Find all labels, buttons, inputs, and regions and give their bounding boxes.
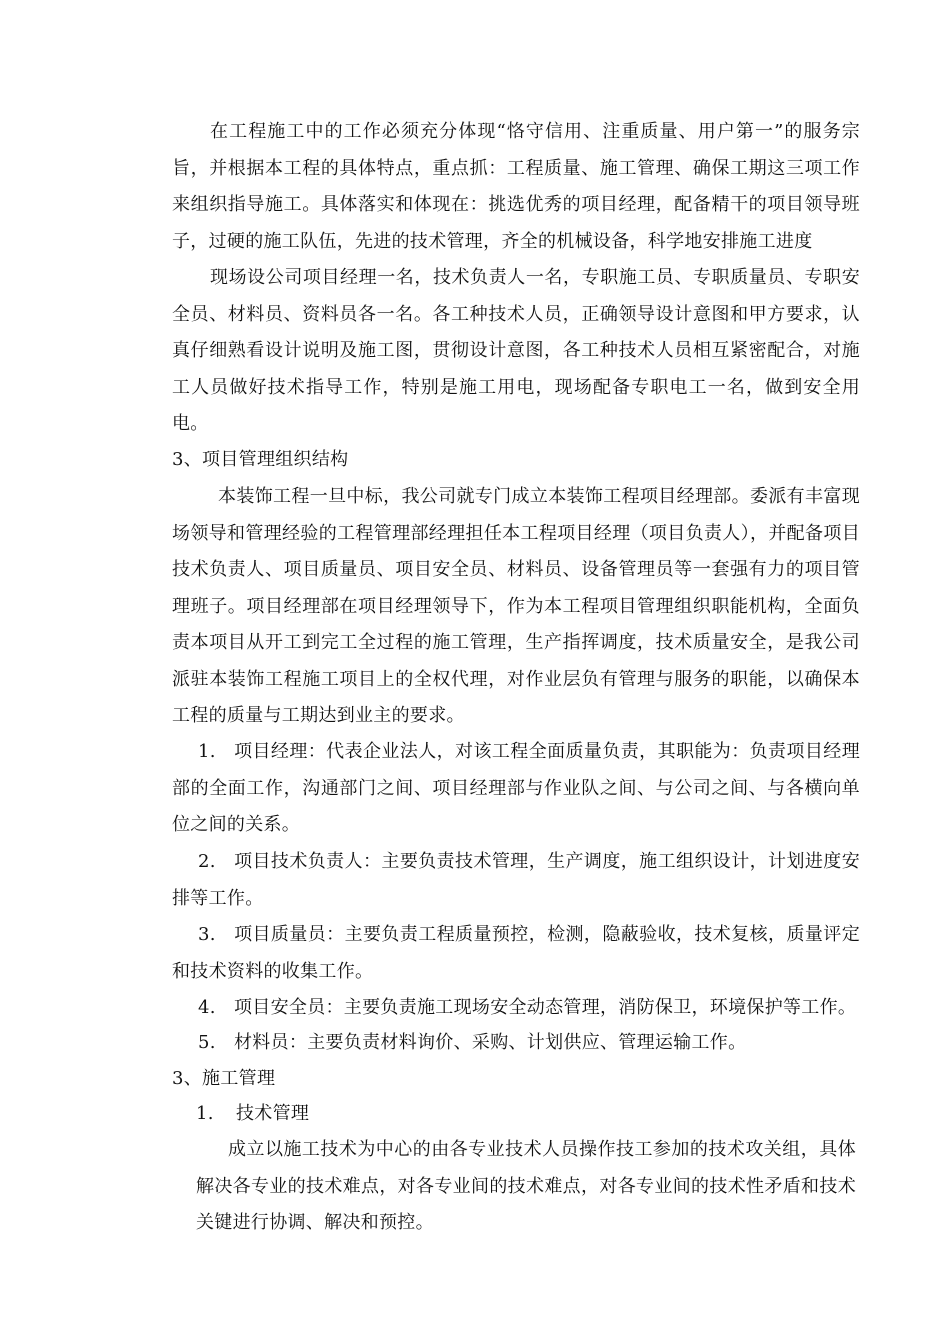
- list-item-safety-officer: [172, 990, 860, 1027]
- subheading-text: 技术管理: [236, 1103, 310, 1124]
- list-item-material-officer: [172, 1025, 860, 1062]
- heading-project-organization: 3、项目管理组织结构: [172, 449, 349, 470]
- list-item-text: 项目安全员：主要负责施工现场安全动态管理，消防保卫，环境保护等工作。: [234, 997, 857, 1018]
- list-item-text: 材料员：主要负责材料询价、采购、计划供应、管理运输工作。: [234, 1032, 747, 1053]
- list-item-number: 3.: [198, 924, 216, 945]
- list-item-text: 项目质量员：主要负责工程质量预控，检测，隐蔽验收，技术复核，质量评定和技术资料的收集工作。: [172, 924, 860, 982]
- list-item-number: 5.: [198, 1032, 216, 1053]
- paragraph-project-department: 本装饰工程一旦中标，我公司就专门成立本装饰工程项目经理部。委派有丰富现场领导和管理经验的工程管理部经理担任本工程项目经理（项目负责人），并配备项目技术负责人、项目质量员、项目安全员、材料员、设备管理员等一套强有力的项目管理班子。项目经理部在项目经理领导下，作为本工程项目管理组织职能机构，全面负责本项目从开工到完工全过程的施工管理，生产指挥调度，技术质量安全，是我公司派驻本装饰工程施工项目上的全权代理，对作业层负有管理与服务的职能，以确保本工程的质量与工期达到业主的要求。: [172, 486, 860, 726]
- list-item-text: 项目技术负责人：主要负责技术管理，生产调度，施工组织设计，计划进度安排等工作。: [172, 851, 860, 909]
- list-item-number: 2.: [198, 851, 216, 872]
- heading-construction-management: 3、施工管理: [172, 1068, 276, 1089]
- list-item-number: 4.: [198, 997, 216, 1018]
- list-item-technical-lead: [172, 844, 860, 917]
- paragraph-service-principle: 在工程施工中的工作必须充分体现“恪守信用、注重质量、用户第一”的服务宗旨，并根据本工程的具体特点，重点抓：工程质量、施工管理、确保工期这三项工作来组织指导施工。具体落实和体现在：挑选优秀的项目经理，配备精干的项目领导班子，过硬的施工队伍，先进的技术管理，齐全的机械设备，科学地安排施工进度: [172, 121, 860, 252]
- subheading-technical-management: [196, 1096, 309, 1132]
- paragraph-technical-team: 成立以施工技术为中心的由各专业技术人员操作技工参加的技术攻关组，具体解决各专业的技术难点，对各专业间的技术难点，对各专业间的技术性矛盾和技术关键进行协调、解决和预控。: [196, 1139, 856, 1233]
- list-item-project-manager: [172, 734, 860, 844]
- list-item-number: 1.: [198, 741, 216, 762]
- list-item-text: 项目经理：代表企业法人，对该工程全面质量负责，其职能为：负责项目经理部的全面工作，沟通部门之间、项目经理部与作业队之间、与公司之间、与各横向单位之间的关系。: [172, 741, 860, 835]
- paragraph-site-staffing: 现场设公司项目经理一名，技术负责人一名，专职施工员、专职质量员、专职安全员、材料员、资料员各一名。各工种技术人员，正确领导设计意图和甲方要求，认真仔细熟看设计说明及施工图，贯彻设计意图，各工种技术人员相互紧密配合，对施工人员做好技术指导工作，特别是施工用电，现场配备专职电工一名，做到安全用电。: [172, 267, 860, 434]
- subheading-number: 1.: [196, 1103, 214, 1124]
- list-item-quality-officer: [172, 917, 860, 990]
